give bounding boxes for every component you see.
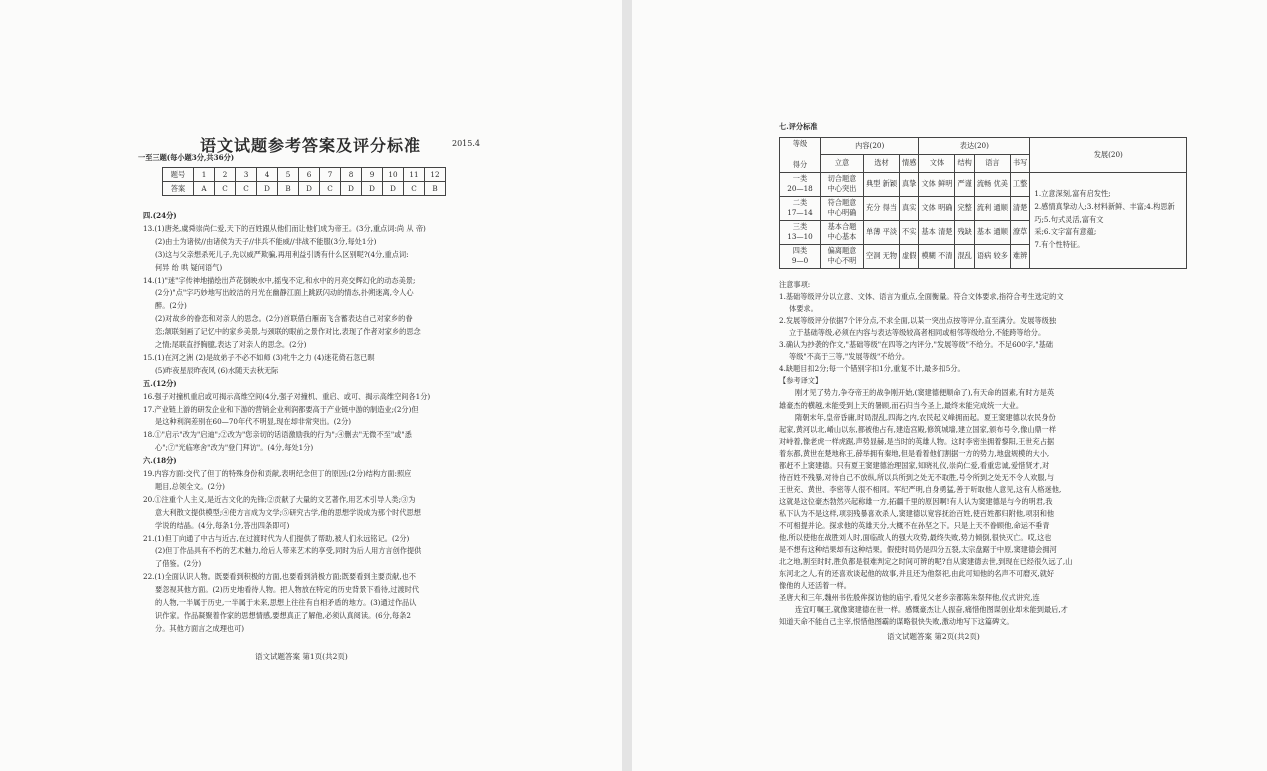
notes-line: 东河北之人,有的还喜欢谈起他的故事,并且还为他祭祀,由此可知他的名声不可磨灭,就好 [779, 569, 1055, 579]
development-group-header: 发展(20) [1030, 138, 1187, 173]
page-footer-right: 语文试题答案 第2页(共2页) [887, 632, 980, 641]
notes-line: 隋朝末年,皇帝昏庸,时局混乱,四海之内,农民起义峰拥而起。夏王窦建德以农民身份 [795, 412, 1056, 422]
grade-criteria-cell: 充分 得当 [864, 196, 900, 220]
notes-line: 像他的人还活着一样。 [779, 581, 851, 591]
grade-subheader-cell: 情感 [900, 155, 919, 172]
grade-subheader-cell: 选材 [864, 155, 900, 172]
notes-line: 是不想有这种结果却有这种结果。假使时局仍是四分五裂,太宗盘踞于中原,窦建德会拥河 [779, 545, 1057, 555]
grade-criteria-cell: 偏离题意 中心不明 [821, 244, 864, 268]
answer-line: 四.(24分) [143, 211, 177, 220]
grade-criteria-cell: 基本 通顺 [974, 220, 1010, 244]
answer-line: 学说的结晶。(4分,每条1分,答出四条即可) [155, 520, 290, 530]
answer-line: (2)由士为诸侯//由诸侯为天子//非兵不能威//非战不能服(3分,每处1分) [155, 236, 377, 246]
grade-criteria-cell: 基本合题 中心基本 [821, 220, 864, 244]
answer-key-cell: C [404, 182, 425, 196]
notes-line: 立于基础等级,必须在内容与表达等级较高者相同或相邻等级给分,不能跨等给分。 [789, 328, 1046, 338]
answer-line: 分。其他方面言之成理也可) [155, 623, 245, 633]
section-title: 七.评分标准 [779, 122, 818, 131]
notes-line: 3.确认为抄袭的作文,"基础等级"在四等之内评分,"发展等级"不给分。不足600字,"基础 [779, 340, 1053, 350]
grade-criteria-cell: 不实 [900, 220, 919, 244]
notes-line: 起家,黄河以北,崤山以东,都被他占有,建造宫殿,修筑城墙,建立国家,颁布号令,像山鼎一样 [779, 424, 1057, 434]
notes-line: 注意事项: [779, 280, 811, 289]
grade-subheader-cell: 书写 [1010, 155, 1029, 172]
page-divider [622, 0, 632, 771]
page-footer: 语文试题答案 第1页(共2页) [255, 652, 348, 661]
notes-line: 王世充、黄世、李密等人很不相同。军纪严明,自身勇猛,善于听取他人意见,这有人格迷他, [779, 484, 1062, 494]
answer-line: 13.(1)唐尧,虞舜崇尚仁爱,天下的百姓跟从他们而让他们成为帝王。(3分,重点词:尚 从 帝) [143, 223, 426, 233]
notes-line: 北之地,割至时时,胜负都是很难判定之时间可辨的呢?自从窦建德去世,到现在已经很久远了,山 [779, 557, 1073, 567]
grade-criteria-cell: 切合题意 中心突出 [821, 172, 864, 196]
answer-line: 之情;尾联直抒胸臆,表达了对亲人的思念。(2分) [155, 340, 307, 349]
answer-line: 15.(1)在河之洲 (2)是故弟子不必不如师 (3)牝牛之力 (4)迷花倚石忽已暝 [143, 352, 375, 362]
answer-key-cell: A [194, 182, 215, 196]
grade-criteria-cell: 潦草 [1010, 220, 1029, 244]
grade-criteria-cell: 严谨 [955, 172, 974, 196]
answer-line: (2)对故乡的眷恋和对亲人的思念。(2分)首联借白雁南飞含蓄表达自己对家乡的眷 [155, 314, 413, 324]
answer-number-row [163, 168, 446, 182]
answer-line: 五.(12分) [143, 378, 177, 388]
grade-level-cell: 二类 17—14 [780, 196, 821, 220]
answer-table [162, 167, 446, 196]
page-title: 语文试题参考答案及评分标准 [200, 136, 422, 155]
notes-line: 等级"不高于三等,"发展等级"不给分。 [789, 352, 910, 362]
answer-key-cell: C [215, 182, 236, 196]
answer-line: 是这种利润差别在60—70年代不明显,现在却非常突出。(2分) [155, 417, 352, 427]
grading-table [779, 137, 1187, 269]
notes-line: 【参考译文】 [779, 376, 823, 386]
grade-criteria-cell: 难辨 [1010, 244, 1029, 268]
grade-level-cell: 三类 13—10 [780, 220, 821, 244]
notes-line: 4.缺题目扣2分;每一个错别字扣1分,重复不计,最多扣5分。 [779, 364, 965, 374]
answer-number-cell: 8 [341, 168, 362, 182]
grade-criteria-cell: 完整 [955, 196, 974, 220]
answer-number-cell: 7 [320, 168, 341, 182]
answer-line: 14.(1)"迷"字传神地描绘出芦花倒映水中,摇曳不定,和水中的月亮交辉幻化的动态美景; [143, 275, 416, 285]
answer-number-cell: 题号 [163, 168, 194, 182]
answer-key-cell: B [425, 182, 446, 196]
answer-number-cell: 1 [194, 168, 215, 182]
answer-number-cell: 3 [236, 168, 257, 182]
answer-line: 心";⑦"光临寒舍"改为"登门拜访"。(4分,每处1分) [155, 443, 314, 453]
grade-criteria-cell: 混乱 [955, 244, 974, 268]
answer-key-cell: D [257, 182, 278, 196]
section-header: 一至三题(每小题3分,共36分) [138, 153, 235, 162]
answer-number-cell: 6 [299, 168, 320, 182]
answer-key-cell: C [320, 182, 341, 196]
answer-line: 18.①"启示"改为"启迪";②改为"您亲切的话语激励我的行为";④删去"无微不至"或"悉 [143, 430, 412, 440]
notes-line: 私下认为不是这样,项羽残暴喜欢杀人,窦建德以宽容抚治百姓,使百姓都归附他,项羽和他 [779, 508, 1055, 518]
answer-number-cell: 2 [215, 168, 236, 182]
notes-line: 待百姓不残暴,对待自己不放纵,所以兵所到之处无不取胜,号令所到之处无不令人欢服,与 [779, 472, 1055, 482]
notes-line: 连宜叮嘱王,就像窦建德在世一样。感慨豪杰让人振奋,痛惜他图谋创业却未能到最后,才 [795, 605, 1068, 615]
answer-line: 17.产业链上游的研发企业和下游的营销企业利润都要高于产业链中游的制造业;(2分)但 [143, 404, 419, 414]
grade-criteria-cell: 清楚 [1010, 196, 1029, 220]
answer-line: 意大利散文提供模型;④使方言成为文学;⑤研究古学,他的思想学说成为那个时代思想 [155, 507, 421, 517]
grade-criteria-cell: 真挚 [900, 172, 919, 196]
expression-group-header: 表达(20) [919, 138, 1030, 155]
answer-line: 19.内容方面:交代了但丁的特殊身份和贡献,表明纪念但丁的原因;(2分)结构方面:照应 [143, 469, 412, 478]
answer-number-cell: 11 [404, 168, 425, 182]
grade-level-header: 等级 得分 [780, 138, 821, 173]
grade-criteria-cell: 残缺 [955, 220, 974, 244]
grade-criteria-cell: 基本 清楚 [919, 220, 955, 244]
notes-line: 都赶不上窦建德。只有夏王窦建德治理国家,知晓礼仪,崇尚仁爱,看重忠诚,爱惜贤才,对 [779, 460, 1050, 470]
notes-line: 知道天命不能自己主宰,恨惜他图霸的谋略很快失败,激动地写下这篇碑文。 [779, 617, 1014, 627]
answer-number-cell: 12 [425, 168, 446, 182]
notes-line: 着东都,黄世在楚地称王,薛举拥有秦地,但是看着他们割据一方的势力,地盘规模的大小, [779, 448, 1050, 458]
answer-line: 的人物,一半属于历史,一半属于未来,思想上往往有自相矛盾的地方。(3)通过作品认 [155, 598, 417, 607]
answer-line: 识作家。作品凝聚着作家的思想情感,要想真正了解他,必须认真阅读。(6分,每条2 [155, 610, 411, 620]
answer-key-row [163, 182, 446, 196]
notes-line: 雄豪杰的横越,未能受到上天的暑顾,而石归当今圣上,最终未能完成统一大业。 [779, 400, 1024, 410]
grade-level-cell: 四类 9—0 [780, 244, 821, 268]
answer-line: 22.(1)全面认识人物。既要看到积极的方面,也要看到消极方面;既要看到主要贡献,也不 [143, 572, 416, 582]
grade-subheader-cell: 语言 [974, 155, 1010, 172]
answer-line: 20.①注重个人主义,是近古文化的先锋;②贡献了大量的文艺著作,用艺术引导人类;③为 [143, 494, 416, 504]
grade-level-cell: 一类 20—18 [780, 172, 821, 196]
answer-key-cell: D [341, 182, 362, 196]
grade-criteria-cell: 单薄 平淡 [864, 220, 900, 244]
notes-line: 1.基础等级评分以立意、文体、语言为重点,全面衡量。符合文体要求,指符合考生选定的文 [779, 292, 1064, 302]
answer-key-cell: D [383, 182, 404, 196]
answer-number-cell: 5 [278, 168, 299, 182]
answer-number-cell: 9 [362, 168, 383, 182]
notes-line: 刚才见了势力,争夺帝王的战争刚开始,(窦建德便顺命了),有天命的固素,有时方是英 [795, 388, 1055, 398]
answer-line: (2)但丁作品具有不朽的艺术魅力,给后人带来艺术的享受,同时为后人用方言创作提供 [155, 546, 422, 556]
grade-criteria-cell: 文体 明确 [919, 196, 955, 220]
grade-criteria-cell: 流利 通顺 [974, 196, 1010, 220]
exam-date: 2015.4 [452, 139, 480, 148]
answer-key-cell: B [278, 182, 299, 196]
notes-line: 体要求。 [789, 304, 818, 314]
grade-criteria-cell: 真实 [900, 196, 919, 220]
answer-line: 了借鉴。(2分) [155, 559, 202, 569]
content-group-header: 内容(20) [821, 138, 919, 155]
answer-line: (2分)"点"字巧妙地写出皎洁的月光在幽静江面上跳跃闪动的情态,扑朔迷离,令人心 [155, 288, 414, 298]
notes-line: 这就是这位豪杰勃然兴起称雄一方,拓疆千里的原因啊!有人认为窦建德是与今的明君,我 [779, 496, 1053, 506]
answer-line: 醉。(2分) [155, 301, 187, 311]
answer-number-cell: 10 [383, 168, 404, 182]
answer-line: 16.强子对撞机重启或可揭示高维空间(4分,强子对撞机、重启、或可、揭示高维空间各1分) [143, 391, 431, 401]
grade-subheader-cell: 结构 [955, 155, 974, 172]
left-page [0, 0, 622, 771]
answer-key-cell: 答案 [163, 182, 194, 196]
answer-line: 六.(18分) [143, 456, 177, 466]
notes-line: 2.发展等级评分依据7个评分点,不求全面,以某一突出点按等评分,直至满分。发展等级独 [779, 316, 1057, 326]
grade-criteria-cell: 文体 鲜明 [919, 172, 955, 196]
grade-criteria-cell: 模糊 不清 [919, 244, 955, 268]
development-criteria-cell: 1.立意深刻,富有启发性; 2.感情真挚动人;3.材料新鲜、丰富;4.构思新 巧;5.句式灵活,富有文 采;6.文字富有意蕴; 7.有个性特征。 [1030, 172, 1187, 268]
answer-number-cell: 4 [257, 168, 278, 182]
grade-criteria-cell: 工整 [1010, 172, 1029, 196]
grade-criteria-cell: 虚假 [900, 244, 919, 268]
grade-criteria-cell: 语病 较多 [974, 244, 1010, 268]
right-page [632, 0, 1267, 771]
notes-line: 不可相提并论。探求他的英雄天分,大概不在孙坚之下。只是上天不眷顾他,命运不垂青 [779, 521, 1050, 530]
answer-line: (3)这与父亲想杀死儿子,先以威严欺骗,再用利益引诱有什么区别呢?(4分,重点词: [155, 249, 409, 259]
answer-line: 恋;颔联刻画了记忆中的家乡美景,与颈联的眼前之景作对比,表现了作者对家乡的思念 [155, 327, 421, 337]
answer-line: 21.(1)但丁向通了中古与近古,在过渡时代为人们提供了帮助,被人们永远铭记。(2分) [143, 533, 410, 543]
answer-key-cell: D [362, 182, 383, 196]
answer-key-cell: D [299, 182, 320, 196]
answer-line: 要忽视其他方面。(2)历史地看待人物。把人物放在特定的历史背景下看待,过渡时代 [155, 585, 420, 595]
grade-criteria-cell: 符合题意 中心明确 [821, 196, 864, 220]
notes-line: 圣唐大和三年,魏州书佐殷侔探访他的庙宇,看见父老乡亲都陈朱祭拜他,仪式讲究,连 [779, 593, 1040, 603]
grade-subheader-cell: 文体 [919, 155, 955, 172]
grade-criteria-cell: 典型 新颖 [864, 172, 900, 196]
answer-line: 题目,总领全文。(2分) [155, 481, 225, 491]
grade-criteria-cell: 空洞 无物 [864, 244, 900, 268]
grade-row [780, 172, 1187, 196]
answer-line: (5)昨夜星辰昨夜风 (6)水随天去秋无际 [155, 365, 279, 375]
grade-subheader-cell: 立意 [821, 155, 864, 172]
notes-line: 他,所以使他在战胜刘人时,面临敌人的强大攻势,最终失败,势力倾倒,很快灭亡。哎,这也 [779, 533, 1052, 543]
notes-line: 对峙着,像老虎一样虎踞,声势显赫,是当时的英雄人物。这时李密坐拥着黎阳,王世充占据 [779, 436, 1055, 446]
answer-key-cell: C [236, 182, 257, 196]
answer-line: 何异 绐 哄 疑问语气) [155, 262, 223, 272]
grade-criteria-cell: 流畅 优美 [974, 172, 1010, 196]
